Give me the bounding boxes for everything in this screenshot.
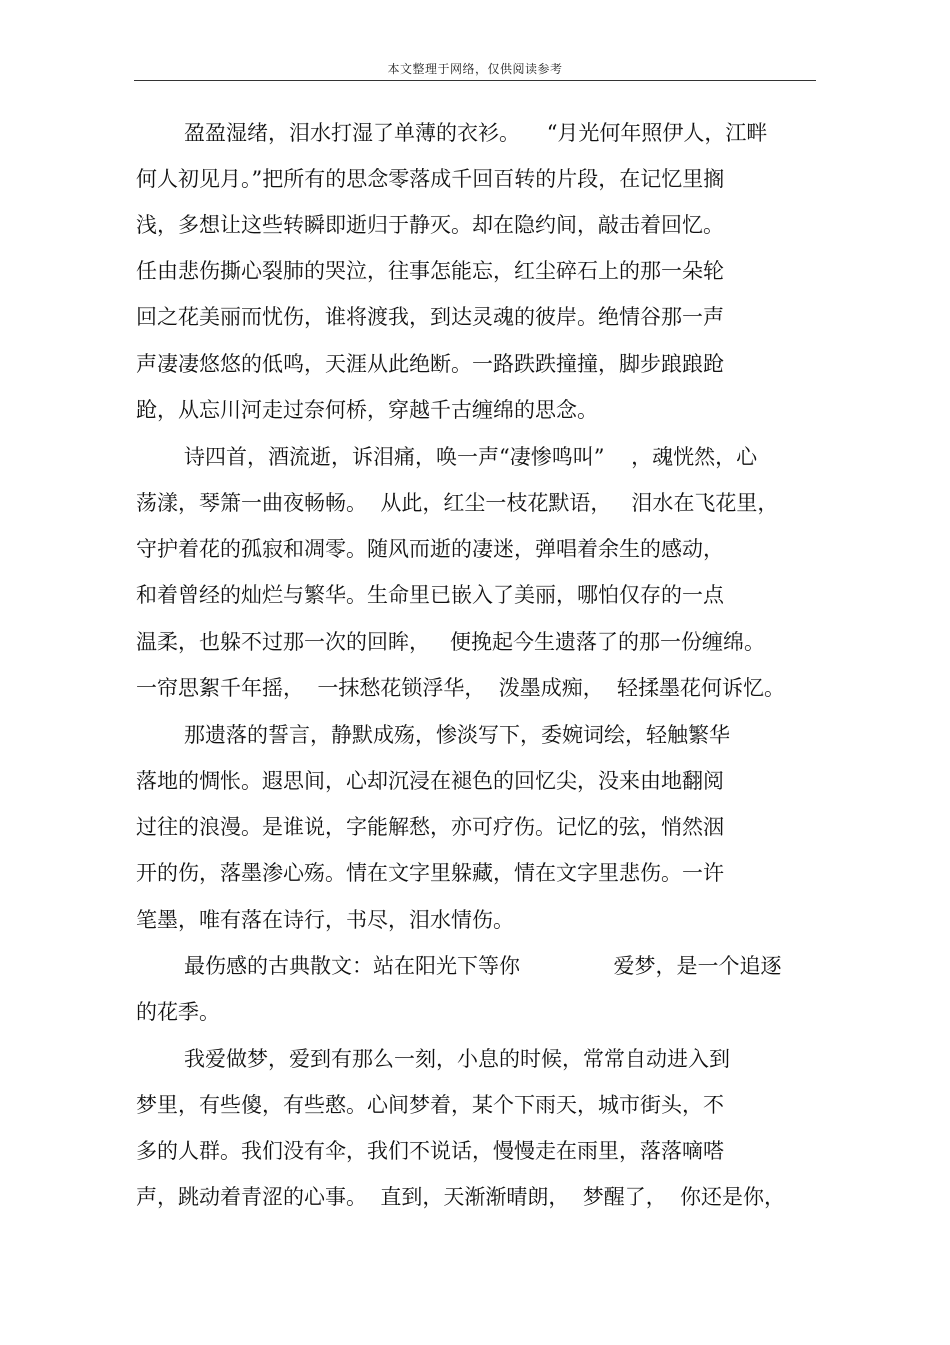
paragraph-line: 开的伤，落墨渗心殇。情在文字里躲藏，情在文字里悲伤。一许	[136, 861, 724, 885]
paragraph-line: 浅，多想让这些转瞬即逝归于静灭。却在隐约间，敲击着回忆。	[136, 213, 724, 237]
paragraph-line: 和着曾经的灿烂与繁华。生命里已嵌入了美丽，哪怕仅存的一点	[136, 583, 724, 607]
paragraph-line: 梦里，有些傻，有些憨。心间梦着，某个下雨天，城市街头，不	[136, 1093, 724, 1117]
paragraph-line: 一帘思絮千年摇， 一抹愁花锁浮华， 泼墨成痴， 轻揉墨花何诉忆。	[136, 676, 786, 700]
paragraph-line: 过往的浪漫。是谁说，字能解愁，亦可疗伤。记忆的弦，悄然洇	[136, 815, 724, 839]
paragraph-line: 守护着花的孤寂和凋零。随风而逝的凄迷，弹唱着余生的感动，	[136, 537, 724, 561]
paragraph-line: 回之花美丽而忧伤，谁将渡我，到达灵魂的彼岸。绝情谷那一声	[136, 305, 724, 329]
paragraph-line: 声凄凄悠悠的低鸣，天涯从此绝断。一路跌跌撞撞，脚步踉踉跄	[136, 352, 724, 376]
paragraph-line: 的花季。	[136, 1000, 220, 1024]
header-divider	[134, 80, 816, 81]
paragraph-line: 最伤感的古典散文：站在阳光下等你 爱梦，是一个追逐	[184, 954, 782, 978]
paragraph-line: 温柔，也躲不过那一次的回眸， 便挽起今生遗落了的那一份缠绵。	[136, 630, 766, 654]
paragraph-line: 我爱做梦，爱到有那么一刻，小息的时候，常常自动进入到	[184, 1047, 730, 1071]
paragraph-line: 多的人群。我们没有伞，我们不说话，慢慢走在雨里，落落嘀嗒	[136, 1139, 724, 1163]
paragraph-line: 跄，从忘川河走过奈何桥，穿越千古缠绵的思念。	[136, 398, 598, 422]
paragraph-line: 盈盈湿绪，泪水打湿了单薄的衣衫。 “月光何年照伊人，江畔	[184, 121, 768, 145]
page-header: 本文整理于网络，仅供阅读参考	[387, 62, 563, 76]
paragraph-line: 声，跳动着青涩的心事。 直到，天渐渐晴朗， 梦醒了， 你还是你，	[136, 1185, 786, 1209]
paragraph-line: 笔墨，唯有落在诗行，书尽，泪水情伤。	[136, 908, 514, 932]
paragraph-line: 落地的惆怅。遐思间，心却沉浸在褪色的回忆尖，没来由地翻阅	[136, 769, 724, 793]
paragraph-line: 荡漾，琴箫一曲夜畅畅。 从此，红尘一枝花默语， 泪水在飞花里，	[136, 491, 779, 515]
paragraph-line: 任由悲伤撕心裂肺的哭泣，往事怎能忘，红尘碎石上的那一朵轮	[136, 259, 724, 283]
paragraph-line: 诗四首，酒流逝，诉泪痛，唤一声“凄惨鸣叫” ，魂恍然，心	[184, 445, 758, 469]
paragraph-line: 何人初见月。”把所有的思念零落成千回百转的片段，在记忆里搁	[136, 167, 725, 191]
paragraph-line: 那遗落的誓言，静默成殇，惨淡写下，委婉词绘，轻触繁华	[184, 723, 730, 747]
